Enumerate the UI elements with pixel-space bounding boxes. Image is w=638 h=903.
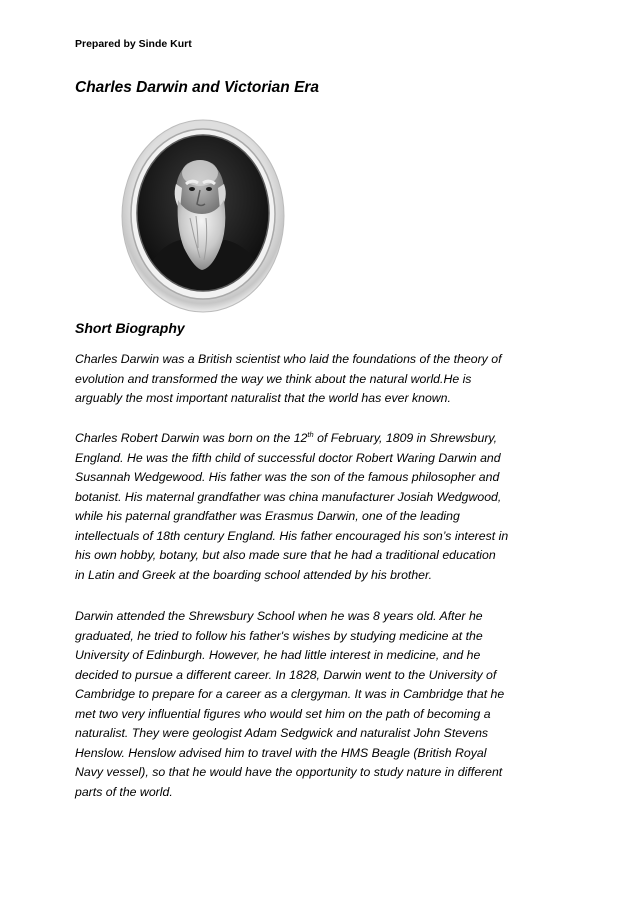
text-line: his own hobby, botany, but also made sure that he had a traditional education bbox=[75, 548, 496, 562]
section-heading-short-biography: Short Biography bbox=[75, 320, 185, 336]
text-line: while his paternal grandfather was Erasmus Darwin, one of the leading bbox=[75, 509, 460, 523]
text-line bbox=[75, 429, 575, 449]
text-line: Darwin attended the Shrewsbury School when he was 8 years old. After he bbox=[75, 609, 483, 623]
page-title: Charles Darwin and Victorian Era bbox=[75, 79, 320, 96]
text-line: in Latin and Greek at the boarding school attended by his brother. bbox=[75, 567, 433, 582]
text-span: Charles Robert Darwin was born on the 12 bbox=[75, 431, 308, 445]
text-line: botanist. His maternal grandfather was china manufacturer Josiah Wedgwood, bbox=[75, 489, 502, 504]
text-line: University of Edinburgh. However, he had little interest in medicine, and he bbox=[75, 648, 481, 662]
text-line: graduated, he tried to follow his father's wishes by studying medicine at the bbox=[75, 628, 483, 643]
paragraph-early-life bbox=[75, 429, 575, 585]
text-line: met two very influential figures who would set him on the path of becoming a bbox=[75, 706, 491, 721]
text-line: Charles Darwin was a British scientist who laid the foundations of the theory of bbox=[75, 352, 502, 366]
darwin-portrait-image bbox=[120, 118, 286, 314]
text-line: decided to pursue a different career. In 1828, Darwin went to the University of bbox=[75, 667, 497, 682]
prepared-by-header: Prepared by Sinde Kurt bbox=[75, 38, 192, 50]
text-line: arguably the most important naturalist that the world has ever known. bbox=[75, 391, 451, 405]
paragraph-intro bbox=[75, 350, 575, 409]
text-line: Cambridge to prepare for a career as a clergyman. It was in Cambridge that he bbox=[75, 687, 505, 701]
text-line: naturalist. They were geologist Adam Sedgwick and naturalist John Stevens bbox=[75, 726, 489, 740]
text-line: England. He was the fifth child of successful doctor Robert Waring Darwin and bbox=[75, 450, 501, 465]
text-line: Navy vessel), so that he would have the opportunity to study nature in different bbox=[75, 765, 503, 779]
text-line: Susannah Wedgewood. His father was the son of the famous philosopher and bbox=[75, 470, 500, 484]
text-line: evolution and transformed the way we think about the natural world.He is bbox=[75, 371, 472, 386]
ordinal-superscript: th bbox=[307, 429, 314, 439]
paragraph-education bbox=[75, 607, 575, 802]
text-span: of February, 1809 in Shrewsbury, bbox=[313, 431, 498, 445]
text-line: Henslow. Henslow advised him to travel with the HMS Beagle (British Royal bbox=[75, 745, 487, 760]
text-line: intellectuals of 18th century England. His father encouraged his son’s interest in bbox=[75, 528, 509, 543]
text-line: parts of the world. bbox=[75, 784, 173, 799]
